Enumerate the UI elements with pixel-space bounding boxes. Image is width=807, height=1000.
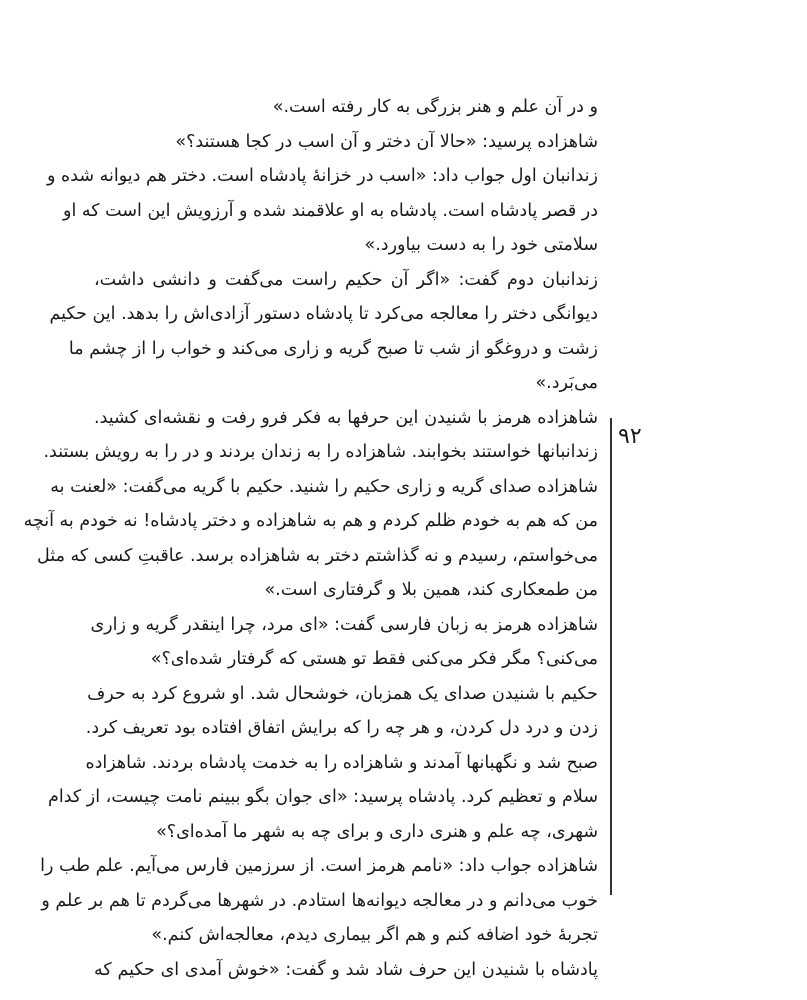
text-line: و در آن علم و هنر بزرگی به کار رفته است.»: [272, 97, 598, 117]
text-line: حکیم با شنیدن صدای یک همزبان، خوشحال شد. او شروع کرد به حرف: [87, 683, 598, 704]
text-line: زدن و درد دل کردن، و هر چه را که برایش اتفاق افتاده بود تعریف کرد.: [85, 718, 598, 738]
text-line: صبح شد و نگهبانها آمدند و شاهزاده را به خدمت پادشاه بردند. شاهزاده: [85, 752, 598, 773]
text-line: سلامتی خود را به دست بیاورد.»: [364, 235, 598, 255]
page-number: ۹۲: [618, 424, 642, 449]
text-line: زشت و دروغگو از شب تا صبح گریه و زاری می‌کند و خواب را از چشم ما: [68, 338, 598, 359]
text-line: شاهزاده هرمز با شنیدن این حرفها به فکر فرو رفت و نقشه‌ای کشید.: [94, 407, 598, 428]
text-line: خوب می‌دانم و در معالجه دیوانه‌ها استادم. در شهرها می‌گردم تا هم بر علم و: [41, 890, 598, 911]
text-line: می‌بَرد.»: [535, 373, 598, 393]
text-line: زندانبان دوم گفت: «اگر آن حکیم راست می‌گفت و دانشی داشت،: [94, 269, 598, 290]
text-line: در قصر پادشاه است. پادشاه به او علاقمند شده و آرزویش این است که او: [63, 200, 598, 221]
body-text: [23, 90, 598, 987]
margin-rule: [610, 418, 612, 895]
text-line: من طمعکاری کند، همین بلا و گرفتاری است.»: [264, 580, 598, 600]
text-line: پادشاه با شنیدن این حرف شاد شد و گفت: «خوش آمدی ای حکیم که: [94, 959, 598, 980]
text-line: زندانبان اول جواب داد: «اسب در خزانهٔ پادشاه است. دختر هم دیوانه شده و: [47, 166, 598, 186]
text-line: زندانبانها خواستند بخوابند. شاهزاده را به زندان بردند و در را به رویش بستند.: [43, 442, 598, 462]
text-line: شاهزاده پرسید: «حالا آن دختر و آن اسب در کجا هستند؟»: [175, 131, 598, 152]
text-line: دیوانگی دختر را معالجه می‌کرد تا پادشاه دستور آزادی‌اش را بدهد. این حکیم: [49, 304, 598, 324]
text-line: شاهزاده جواب داد: «نامم هرمز است. از سرزمین فارس می‌آیم. علم طب را: [40, 856, 598, 876]
text-line: می‌خواستم، رسیدم و نه گذاشتم دختر به شاهزاده برسد. عاقبتِ کسی که مثل: [37, 545, 598, 566]
text-line: شاهزاده صدای گریه و زاری حکیم را شنید. حکیم با گریه می‌گفت: «لعنت به: [50, 476, 598, 497]
text-line: شاهزاده هرمز به زبان فارسی گفت: «ای مرد، چرا اینقدر گریه و زاری: [90, 614, 598, 635]
text-line: شهری، چه علم و هنری داری و برای چه به شهر ما آمده‌ای؟»: [156, 821, 598, 842]
text-line: تجربهٔ خود اضافه کنم و هم اگر بیماری دیدم، معالجه‌اش کنم.»: [151, 925, 598, 945]
text-line: من که هم به خودم ظلم کردم و هم به شاهزاده و دختر پادشاه! نه خودم به آنچه: [23, 511, 598, 531]
text-line: می‌کنی؟ مگر فکر می‌کنی فقط تو هستی که گرفتار شده‌ای؟»: [150, 649, 598, 669]
text-line: سلام و تعظیم کرد. پادشاه پرسید: «ای جوان بگو ببینم نامت چیست، از کدام: [48, 787, 598, 807]
